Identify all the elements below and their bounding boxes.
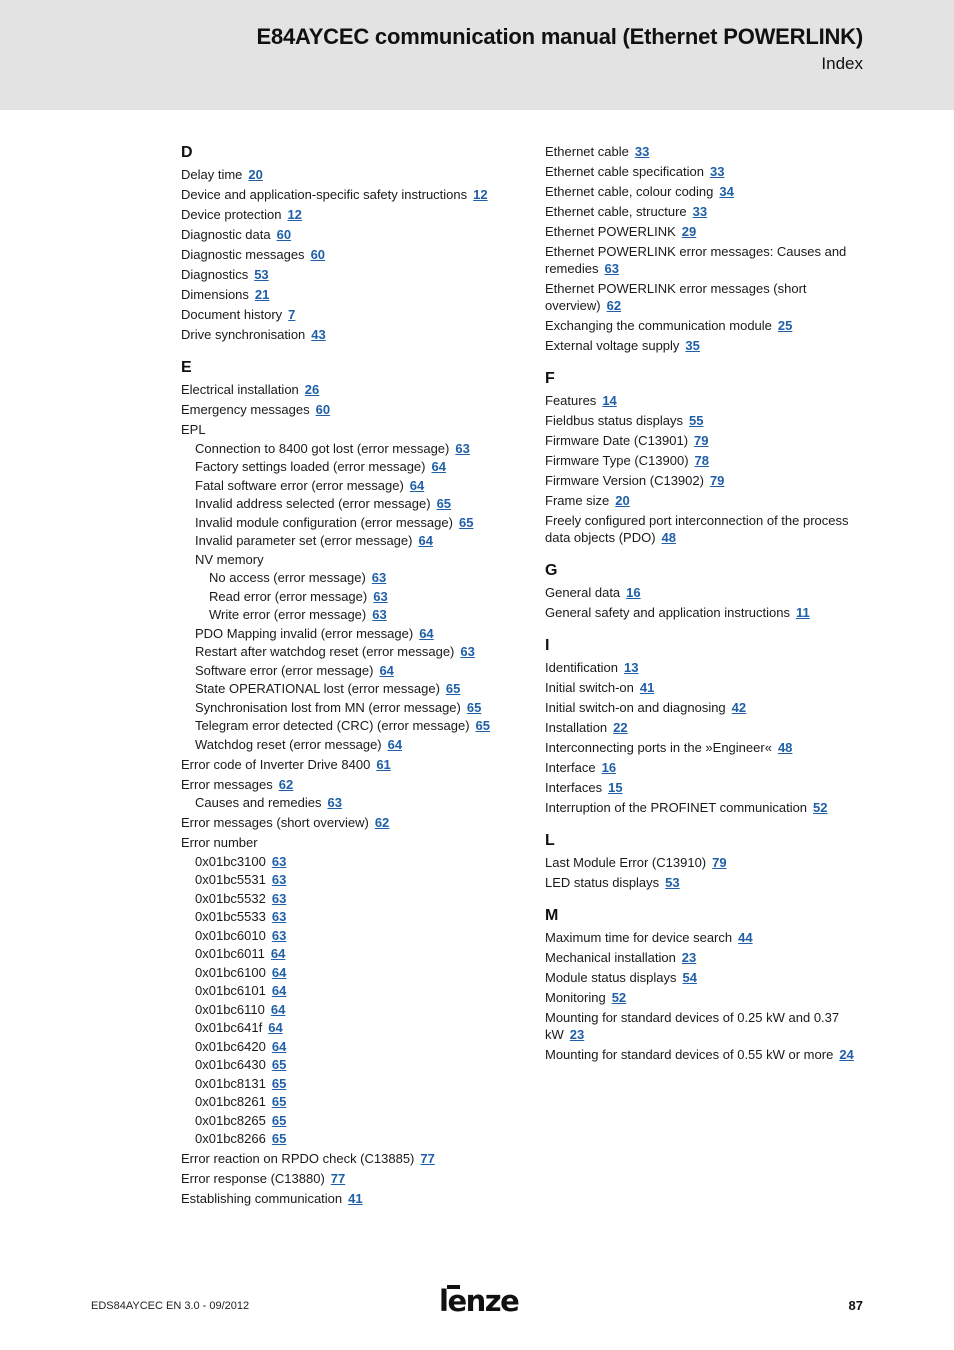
page-header (0, 0, 954, 110)
index-entry-text: Last Module Error (C13910) (545, 855, 707, 870)
index-entry (181, 1190, 511, 1207)
index-entry-text: Interruption of the PROFINET communication (545, 800, 808, 815)
index-entry-text: 0x01bc6100 (195, 964, 266, 980)
page-link[interactable]: 60 (276, 227, 292, 242)
index-group (545, 906, 865, 1063)
index-entry-text: General data (545, 585, 621, 600)
index-entry-text: Invalid parameter set (error message) (195, 533, 413, 548)
index-entry-text: 0x01bc6101 (195, 983, 266, 998)
page-number: 87 (848, 1298, 863, 1313)
index-letter-heading: F (545, 370, 555, 387)
index-entry-text: Error messages (short overview) (181, 815, 369, 830)
page-link[interactable]: 13 (624, 660, 639, 675)
index-entry-text: Interface (545, 760, 596, 775)
index-entry (181, 532, 511, 549)
page-link[interactable]: 23 (569, 1027, 585, 1042)
page-link[interactable]: 65 (445, 681, 461, 696)
page-link[interactable]: 20 (615, 493, 630, 508)
index-letter-heading: M (545, 907, 559, 924)
index-entry (181, 401, 511, 418)
index-entry-text: 0x01bc6110 (195, 1001, 265, 1017)
page-link[interactable]: 61 (376, 756, 391, 772)
index-group (181, 143, 511, 343)
index-entry (181, 326, 511, 343)
index-entry-text: Maximum time for device search (545, 930, 733, 945)
page-link[interactable]: 43 (311, 327, 326, 342)
index-entry-text: Software error (error message) (195, 662, 374, 678)
index-entry (545, 584, 865, 601)
index-entry (545, 412, 865, 429)
index-entry-text: Ethernet cable, structure (545, 204, 687, 219)
index-entry (545, 143, 865, 160)
index-entry (181, 421, 511, 438)
index-entry-text: Monitoring (545, 990, 606, 1005)
page-link[interactable]: 77 (420, 1151, 435, 1166)
index-entry-text: Invalid module configuration (error message) (195, 514, 453, 530)
page-link[interactable]: 65 (271, 1131, 287, 1146)
index-entry-text: No access (error message) (209, 570, 366, 585)
page-link[interactable]: 79 (712, 855, 727, 870)
page-link[interactable]: 21 (254, 287, 270, 302)
index-entry-text: Invalid address selected (error message) (195, 496, 431, 511)
index-entry (181, 736, 511, 753)
index-entry-text: Freely configured port interconnection of the process data objects (PDO) (545, 513, 849, 545)
page-link[interactable]: 63 (371, 570, 387, 585)
index-entry-text: 0x01bc6011 (195, 946, 265, 961)
index-entry (181, 551, 511, 568)
index-entry-text: 0x01bc8131 (195, 1075, 266, 1091)
index-entry-text: Ethernet POWERLINK error messages: Causes and remedies (545, 244, 847, 276)
page-link[interactable]: 63 (271, 853, 287, 869)
page-link[interactable]: 44 (738, 930, 753, 945)
page-link[interactable]: 64 (270, 1001, 286, 1017)
index-entry-text: Dimensions (181, 287, 249, 302)
index-entry (181, 1001, 511, 1018)
index-entry-text: LED status displays (545, 875, 660, 890)
document-title: E84AYCEC communication manual (Ethernet POWERLINK) (256, 24, 863, 49)
index-entry-text: Error number (181, 835, 258, 850)
index-entry-text: 0x01bc8261 (195, 1094, 266, 1109)
page-link[interactable]: 62 (606, 298, 622, 313)
index-entry-text: Identification (545, 660, 618, 675)
index-entry (545, 739, 865, 756)
index-group (545, 561, 865, 621)
index-entry (545, 203, 865, 220)
page-link[interactable]: 35 (685, 338, 700, 353)
index-entry-text: 0x01bc641f (195, 1020, 263, 1035)
index-entry-text: Mechanical installation (545, 950, 676, 965)
index-entry-text: Diagnostics (181, 267, 249, 282)
index-entry (545, 472, 865, 489)
index-entry-text: State OPERATIONAL lost (error message) (195, 681, 440, 696)
page-link[interactable]: 33 (634, 144, 650, 159)
index-letter-heading: E (181, 359, 192, 376)
index-entry (545, 337, 865, 354)
page-link[interactable]: 60 (310, 247, 326, 262)
index-entry (181, 1170, 511, 1187)
page-link[interactable]: 22 (613, 720, 628, 735)
index-entry (181, 890, 511, 907)
index-entry (545, 1046, 865, 1063)
index-entry-text: Ethernet POWERLINK error messages (short overview) (545, 281, 807, 313)
index-entry (181, 680, 511, 697)
index-entry (545, 183, 865, 200)
index-entry (181, 1130, 511, 1147)
index-entry-text: Synchronisation lost from MN (error message) (195, 699, 461, 715)
page-link[interactable]: 63 (271, 909, 287, 924)
index-entry-text: 0x01bc6420 (195, 1038, 266, 1054)
page-link[interactable]: 79 (694, 433, 709, 448)
index-entry-text: Telegram error detected (CRC) (error message) (195, 718, 470, 733)
index-entry-text: NV memory (195, 551, 264, 567)
page-link[interactable]: 23 (681, 950, 697, 965)
index-entry (181, 1112, 511, 1129)
index-entry-text: Ethernet cable specification (545, 164, 704, 179)
index-entry-text: Ethernet cable (545, 144, 629, 159)
index-entry-text: Diagnostic data (181, 227, 271, 242)
page-link[interactable]: 53 (665, 875, 680, 890)
index-entry-text: Electrical installation (181, 382, 299, 397)
index-entry (181, 834, 511, 851)
page-link[interactable]: 77 (330, 1171, 346, 1186)
index-entry-text: Restart after watchdog reset (error message) (195, 644, 455, 659)
index-entry (181, 226, 511, 243)
index-entry (181, 871, 511, 888)
index-entry (181, 306, 511, 323)
index-entry-text: Module status displays (545, 970, 677, 985)
page-link[interactable]: 42 (731, 700, 747, 715)
index-entry-text: Error response (C13880) (181, 1171, 325, 1186)
index-entry (181, 1038, 511, 1055)
index-entry-text: Delay time (181, 167, 243, 182)
page-link[interactable]: 63 (604, 261, 619, 276)
index-entry-text: Device and application-specific safety instructions (181, 187, 468, 202)
index-entry-text: 0x01bc8266 (195, 1131, 266, 1146)
index-entry-text: Causes and remedies (195, 795, 322, 810)
page-link[interactable]: 63 (372, 607, 387, 622)
index-entry (181, 625, 511, 642)
page-link[interactable]: 12 (473, 187, 488, 202)
page-link[interactable]: 26 (304, 382, 320, 397)
index-entry (181, 477, 511, 494)
index-entry (545, 512, 865, 546)
page-link[interactable]: 15 (608, 780, 623, 795)
index-entry-text: PDO Mapping invalid (error message) (195, 625, 414, 641)
index-entry (181, 1150, 511, 1167)
page-link[interactable]: 65 (475, 718, 490, 733)
index-entry-text: General safety and application instructions (545, 605, 790, 620)
index-entry-text: 0x01bc3100 (195, 853, 266, 869)
index-entry-text: Ethernet cable, colour coding (545, 184, 714, 199)
index-entry (181, 853, 511, 870)
index-entry-text: Error messages (181, 776, 273, 792)
page-link[interactable]: 24 (839, 1047, 854, 1062)
lenze-logo: lenze (439, 1284, 519, 1318)
index-entry (545, 779, 865, 796)
page-link[interactable]: 62 (278, 776, 294, 792)
page-link[interactable]: 48 (661, 530, 677, 545)
index-letter-heading: I (545, 637, 550, 654)
index-entry (181, 569, 511, 586)
index-letter-heading: D (181, 144, 193, 161)
index-entry (545, 432, 865, 449)
index-entry (181, 776, 511, 793)
index-entry (181, 206, 511, 223)
index-entry-text: Mounting for standard devices of 0.25 kW and 0.37 kW (545, 1010, 840, 1042)
index-entry-text: Emergency messages (181, 402, 310, 417)
page-link[interactable]: 65 (271, 1112, 287, 1128)
page-link[interactable]: 41 (639, 680, 655, 695)
index-entry (181, 1056, 511, 1073)
index-entry (181, 927, 511, 944)
page-link[interactable]: 64 (270, 946, 286, 961)
index-entry (545, 452, 865, 469)
page-link[interactable]: 63 (373, 588, 388, 604)
page-link[interactable]: 63 (271, 890, 287, 906)
page-link[interactable]: 65 (466, 699, 482, 715)
index-entry (545, 949, 865, 966)
page-link[interactable]: 63 (455, 440, 470, 456)
index-entry (181, 794, 511, 811)
index-entry-text: Initial switch-on and diagnosing (545, 700, 726, 715)
index-entry (545, 223, 865, 240)
page-link[interactable]: 60 (315, 402, 331, 417)
index-letter-heading: G (545, 562, 558, 579)
index-entry-text: Watchdog reset (error message) (195, 736, 382, 752)
page-link[interactable]: 55 (689, 413, 704, 428)
index-letter-heading: L (545, 832, 555, 849)
page-link[interactable]: 79 (709, 473, 725, 488)
index-entry (545, 317, 865, 334)
index-entry (181, 166, 511, 183)
index-entry (545, 280, 865, 314)
index-entry-text: 0x01bc5532 (195, 890, 266, 906)
page-link[interactable]: 64 (271, 1038, 287, 1054)
index-entry (545, 759, 865, 776)
index-entry-text: Frame size (545, 493, 610, 508)
page-link[interactable]: 64 (271, 983, 287, 998)
index-column-right (545, 140, 865, 1078)
index-entry-text: Read error (error message) (209, 588, 368, 604)
index-entry (181, 717, 511, 734)
page-link[interactable]: 65 (458, 514, 474, 530)
index-entry-text: Drive synchronisation (181, 327, 306, 342)
page-link[interactable]: 25 (777, 318, 793, 333)
index-entry (181, 908, 511, 925)
index-entry-text: 0x01bc5531 (195, 872, 266, 887)
index-entry (545, 719, 865, 736)
index-entry-text: Document history (181, 307, 283, 322)
page-link[interactable]: 41 (348, 1191, 363, 1206)
index-entry-text: Establishing communication (181, 1191, 343, 1206)
index-entry-text: Features (545, 393, 597, 408)
index-entry-text: Connection to 8400 got lost (error message) (195, 440, 450, 456)
page-link[interactable]: 64 (418, 533, 433, 548)
index-entry-text: Factory settings loaded (error message) (195, 459, 426, 474)
index-entry (181, 756, 511, 773)
page-link[interactable]: 29 (681, 224, 697, 239)
index-entry (181, 1093, 511, 1110)
page-link[interactable]: 64 (419, 625, 434, 641)
index-entry (545, 799, 865, 816)
page-link[interactable]: 65 (271, 1075, 287, 1091)
index-entry (545, 659, 865, 676)
page-link[interactable]: 12 (287, 207, 302, 222)
index-entry (545, 854, 865, 871)
index-column-left (181, 143, 511, 1222)
index-entry (181, 514, 511, 531)
index-entry-text: Device protection (181, 207, 282, 222)
page-link[interactable]: 64 (431, 459, 446, 474)
page-link[interactable]: 64 (387, 736, 403, 752)
page-link[interactable]: 16 (601, 760, 617, 775)
index-entry-text: 0x01bc6430 (195, 1057, 266, 1072)
page-link[interactable]: 33 (709, 164, 725, 179)
page-link[interactable]: 64 (409, 477, 425, 493)
page-link[interactable]: 63 (271, 927, 287, 943)
index-entry (181, 1019, 511, 1036)
page-link[interactable]: 52 (611, 990, 627, 1005)
page-link[interactable]: 65 (436, 496, 452, 511)
index-entry-text: EPL (181, 422, 206, 437)
index-entry-text: Firmware Type (C13900) (545, 453, 689, 468)
index-entry (181, 246, 511, 263)
index-entry-text: External voltage supply (545, 338, 680, 353)
index-entry-text: Error code of Inverter Drive 8400 (181, 756, 371, 772)
index-entry (545, 392, 865, 409)
page-link[interactable]: 7 (288, 307, 296, 322)
page-link[interactable]: 64 (271, 964, 287, 980)
index-entry (181, 1075, 511, 1092)
index-entry-text: Error reaction on RPDO check (C13885) (181, 1151, 415, 1166)
index-entry-text: Mounting for standard devices of 0.55 kW or more (545, 1047, 834, 1062)
index-entry (545, 492, 865, 509)
page-link[interactable]: 63 (327, 795, 342, 810)
page-link[interactable]: 65 (271, 1094, 287, 1109)
page-link[interactable]: 16 (626, 585, 641, 600)
index-entry (181, 964, 511, 981)
index-entry (545, 163, 865, 180)
page-link[interactable]: 14 (602, 393, 617, 408)
index-entry (545, 969, 865, 986)
page-link[interactable]: 34 (719, 184, 734, 199)
index-entry (545, 929, 865, 946)
index-entry-text: 0x01bc5533 (195, 909, 266, 924)
page-link[interactable]: 65 (271, 1057, 287, 1072)
index-entry (181, 982, 511, 999)
index-entry (181, 286, 511, 303)
index-entry (545, 699, 865, 716)
index-entry (545, 604, 865, 621)
index-entry-text: 0x01bc6010 (195, 927, 266, 943)
index-entry (181, 945, 511, 962)
index-entry-text: Diagnostic messages (181, 247, 305, 262)
index-entry (181, 440, 511, 457)
page-link[interactable]: 63 (271, 872, 287, 887)
page-link[interactable]: 53 (254, 267, 269, 282)
index-entry-text: Exchanging the communication module (545, 318, 772, 333)
index-group (545, 636, 865, 816)
index-entry-text: 0x01bc8265 (195, 1112, 266, 1128)
page-link[interactable]: 64 (379, 662, 394, 678)
index-entry-text: Interfaces (545, 780, 603, 795)
index-entry-text: Fatal software error (error message) (195, 477, 404, 493)
index-entry (545, 243, 865, 277)
index-entry (181, 662, 511, 679)
index-entry-text: Firmware Version (C13902) (545, 473, 704, 488)
index-entry (545, 989, 865, 1006)
page-link[interactable]: 11 (795, 605, 810, 620)
page-link[interactable]: 78 (694, 453, 710, 468)
page-link[interactable]: 33 (692, 204, 708, 219)
index-group (545, 143, 865, 354)
index-entry-text: Firmware Date (C13901) (545, 433, 689, 448)
index-entry-text: Fieldbus status displays (545, 413, 684, 428)
section-title: Index (821, 54, 863, 73)
index-group (181, 358, 511, 1207)
page-link[interactable]: 64 (268, 1020, 283, 1035)
index-entry-text: Initial switch-on (545, 680, 634, 695)
index-entry (181, 588, 511, 605)
page-link[interactable]: 63 (460, 644, 475, 659)
document-reference: EDS84AYCEC EN 3.0 - 09/2012 (91, 1300, 250, 1312)
index-entry (181, 495, 511, 512)
index-entry (181, 606, 511, 623)
page-link[interactable]: 54 (682, 970, 697, 985)
index-entry-text: Ethernet POWERLINK (545, 224, 676, 239)
index-entry (181, 381, 511, 398)
index-entry-text: Interconnecting ports in the »Engineer« (545, 740, 772, 755)
page-link[interactable]: 20 (248, 167, 263, 182)
index-group (545, 369, 865, 546)
index-entry (545, 679, 865, 696)
page-link[interactable]: 48 (777, 740, 793, 755)
index-entry (181, 643, 511, 660)
index-entry (545, 874, 865, 891)
page-link[interactable]: 62 (374, 815, 390, 830)
index-entry (181, 458, 511, 475)
index-entry (181, 699, 511, 716)
index-entry (181, 266, 511, 283)
page-link[interactable]: 52 (813, 800, 828, 815)
index-entry-text: Write error (error message) (209, 607, 367, 622)
index-entry-text: Installation (545, 720, 608, 735)
index-entry (181, 814, 511, 831)
index-entry (545, 1009, 865, 1043)
index-entry (181, 186, 511, 203)
index-group (545, 831, 865, 891)
